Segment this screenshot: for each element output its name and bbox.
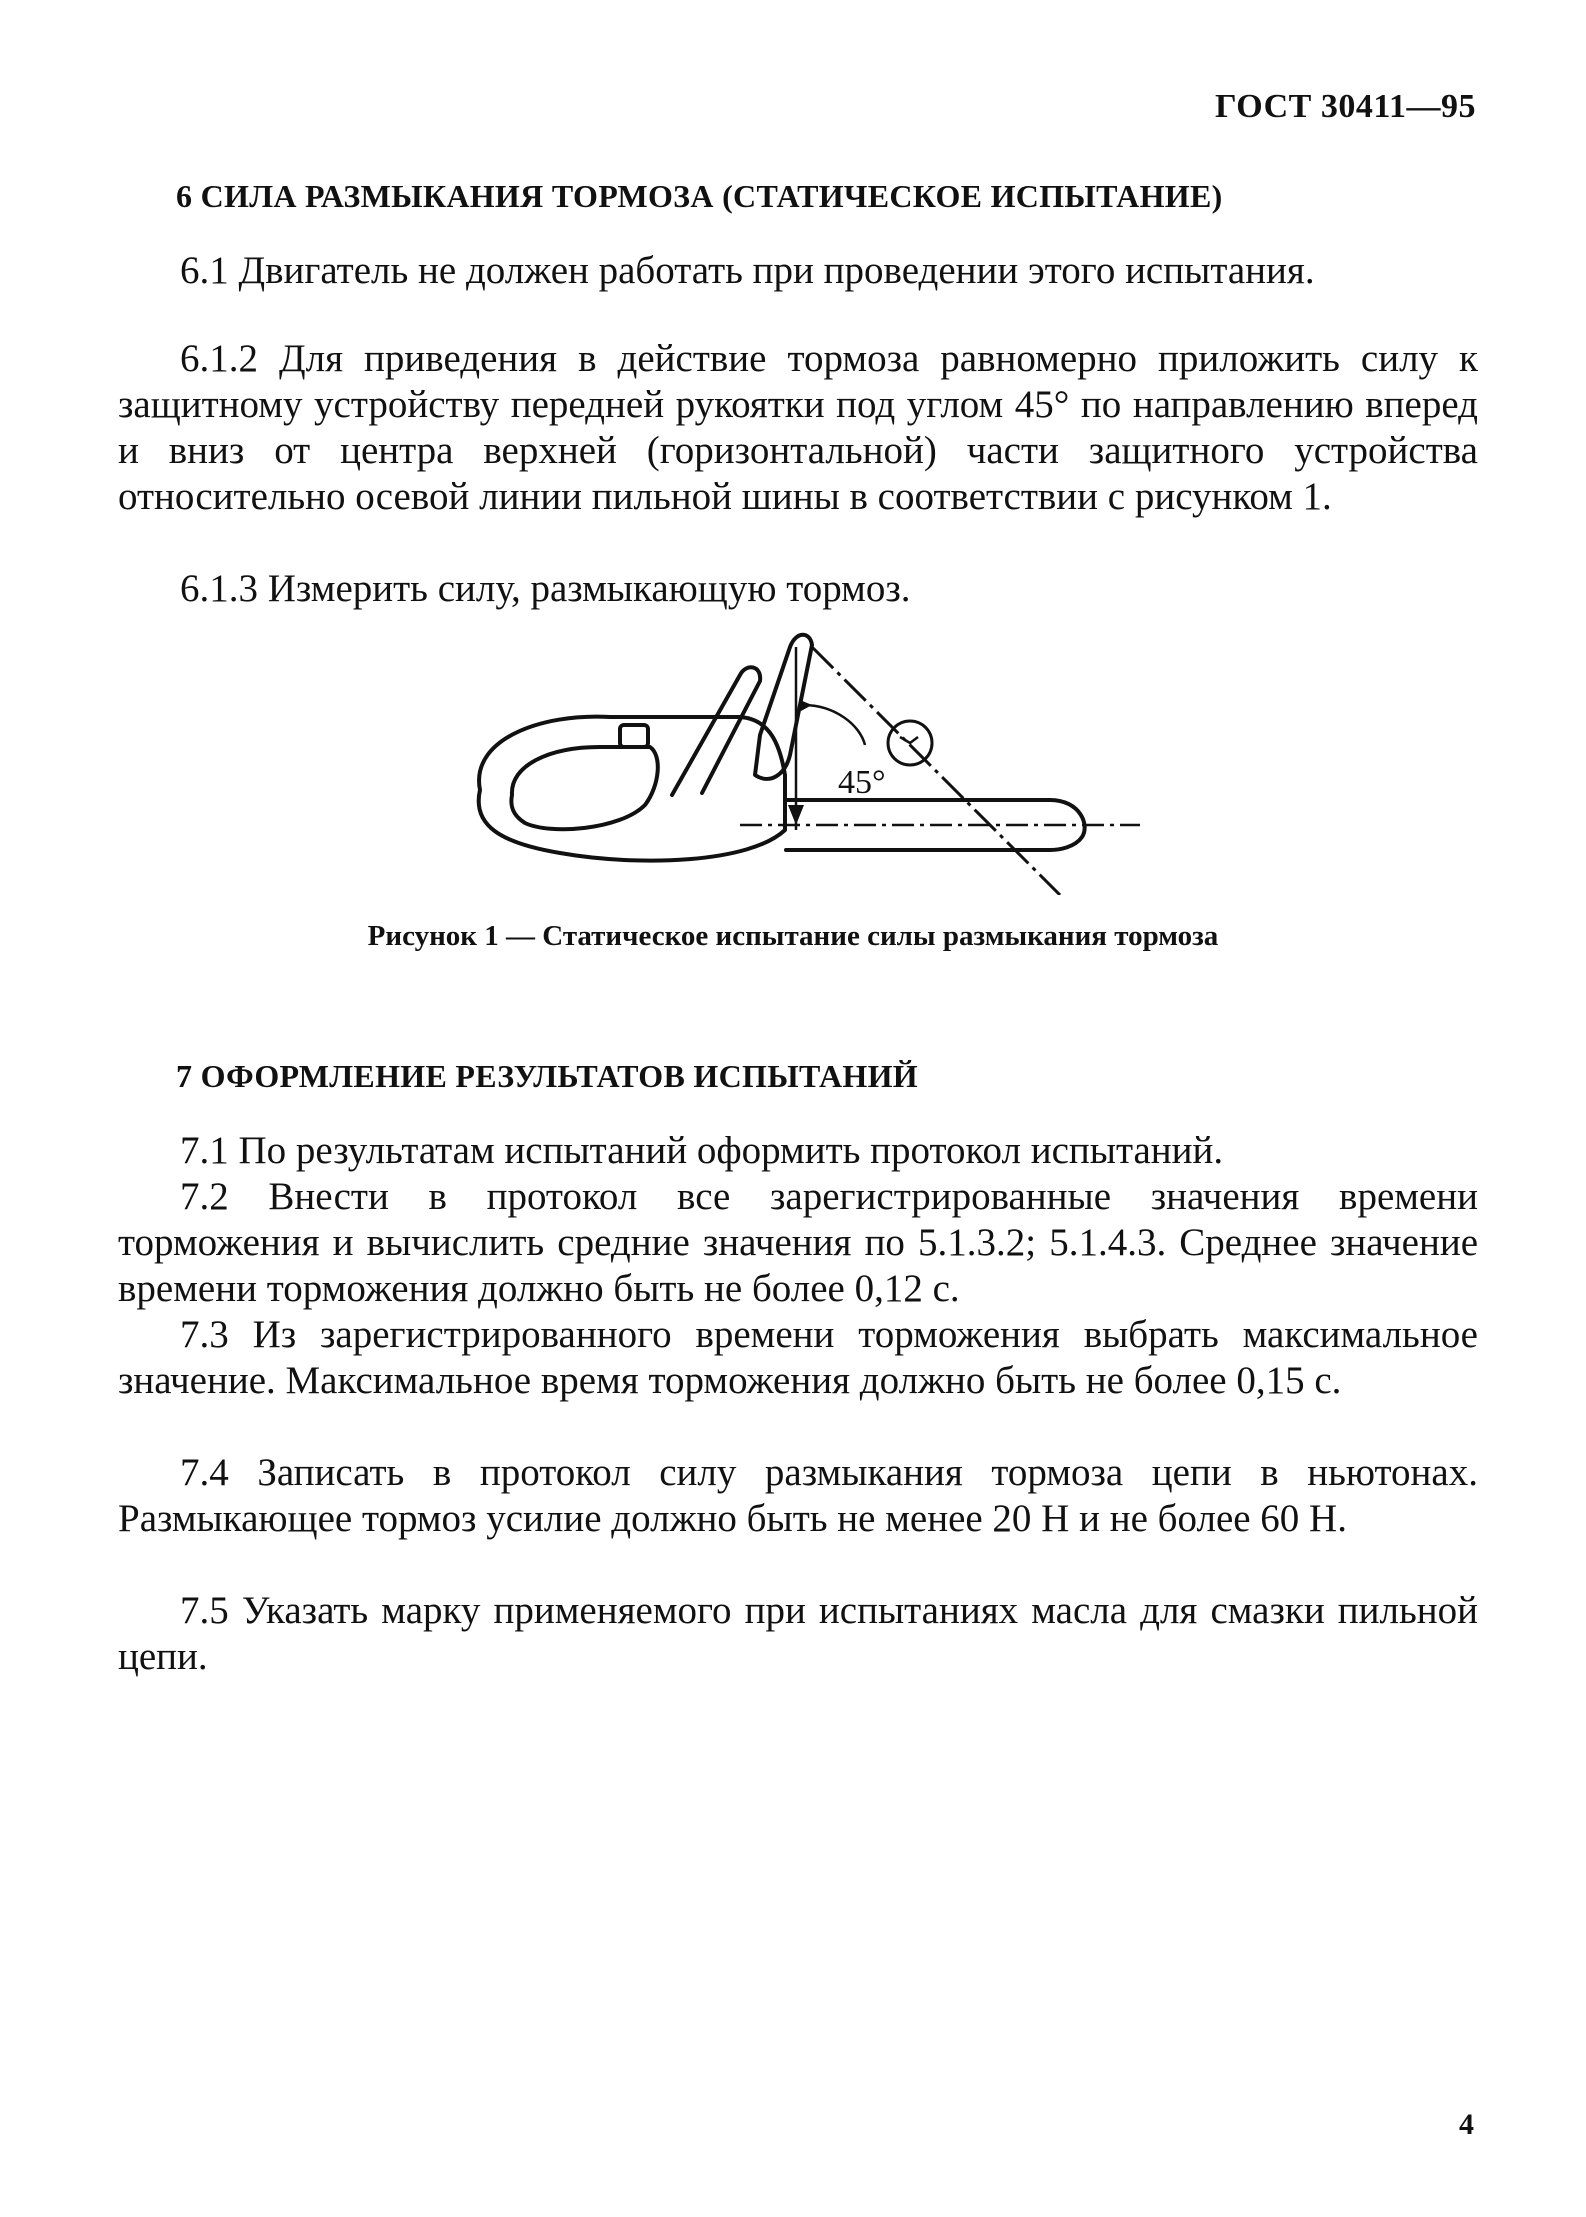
paragraph-7-4: 7.4 Записать в протокол силу размыкания тормоза цепи в ньютонах. Размыкающее тормоз усилие должно быть не менее 20 Н и не более 60 Н. [118,1451,1478,1540]
angle-arc [803,705,865,745]
angle-arrow-head-bottom [788,805,804,825]
paragraph-7-2: 7.2 Внести в протокол все зарегистрированные значения времени торможения и вычислить средние значения по 5.1.3.2; 5.1.4.3. Среднее значение времени торможения должно быть не более 0,12 с. [118,1175,1478,1310]
paragraph-7-5: 7.5 Указать марку применяемого при испытаниях масла для смазки пильной цепи. [118,1589,1478,1678]
body-detail [620,725,648,747]
paragraph-6-1-3: 6.1.3 Измерить силу, размыкающую тормоз. [180,567,911,610]
angle-arrow-head [800,700,812,711]
page-number: 4 [1459,2108,1474,2141]
rear-handle-opening [511,747,657,829]
paragraph-7-3: 7.3 Из зарегистрированного времени торможения выбрать максимальное значение. Максимальное время торможения должно быть не более 0,15 с. [118,1313,1478,1402]
paragraph-7-1: 7.1 По результатам испытаний оформить протокол испытаний. [180,1129,1224,1172]
section-6-heading: 6 СИЛА РАЗМЫКАНИЯ ТОРМОЗА (СТАТИЧЕСКОЕ ИСПЫТАНИЕ) [176,178,1223,214]
paragraph-6-1: 6.1 Двигатель не должен работать при проведении этого испытания. [180,249,1315,292]
figure-1-caption: Рисунок 1 — Статическое испытание силы размыкания тормоза [367,920,1219,952]
saw-body-outline [479,717,785,861]
paragraph-6-1-2: 6.1.2 Для приведения в действие тормоза равномерно приложить силу к защитному устройству передней рукоятки под углом 45° по направлению вперед и вниз от центра верхней (горизонтальной) части защитного устройства относительно осевой линии пильной шины в соответствии с рисунком 1. [118,337,1478,518]
figure-chainsaw-brake-test [440,625,1160,895]
section-7-heading: 7 ОФОРМЛЕНИЕ РЕЗУЛЬТАТОВ ИСПЫТАНИЙ [176,1058,918,1094]
front-handle [672,667,760,795]
document-code: ГОСТ 30411—95 [1214,88,1476,125]
angle-label: 45° [838,764,886,801]
